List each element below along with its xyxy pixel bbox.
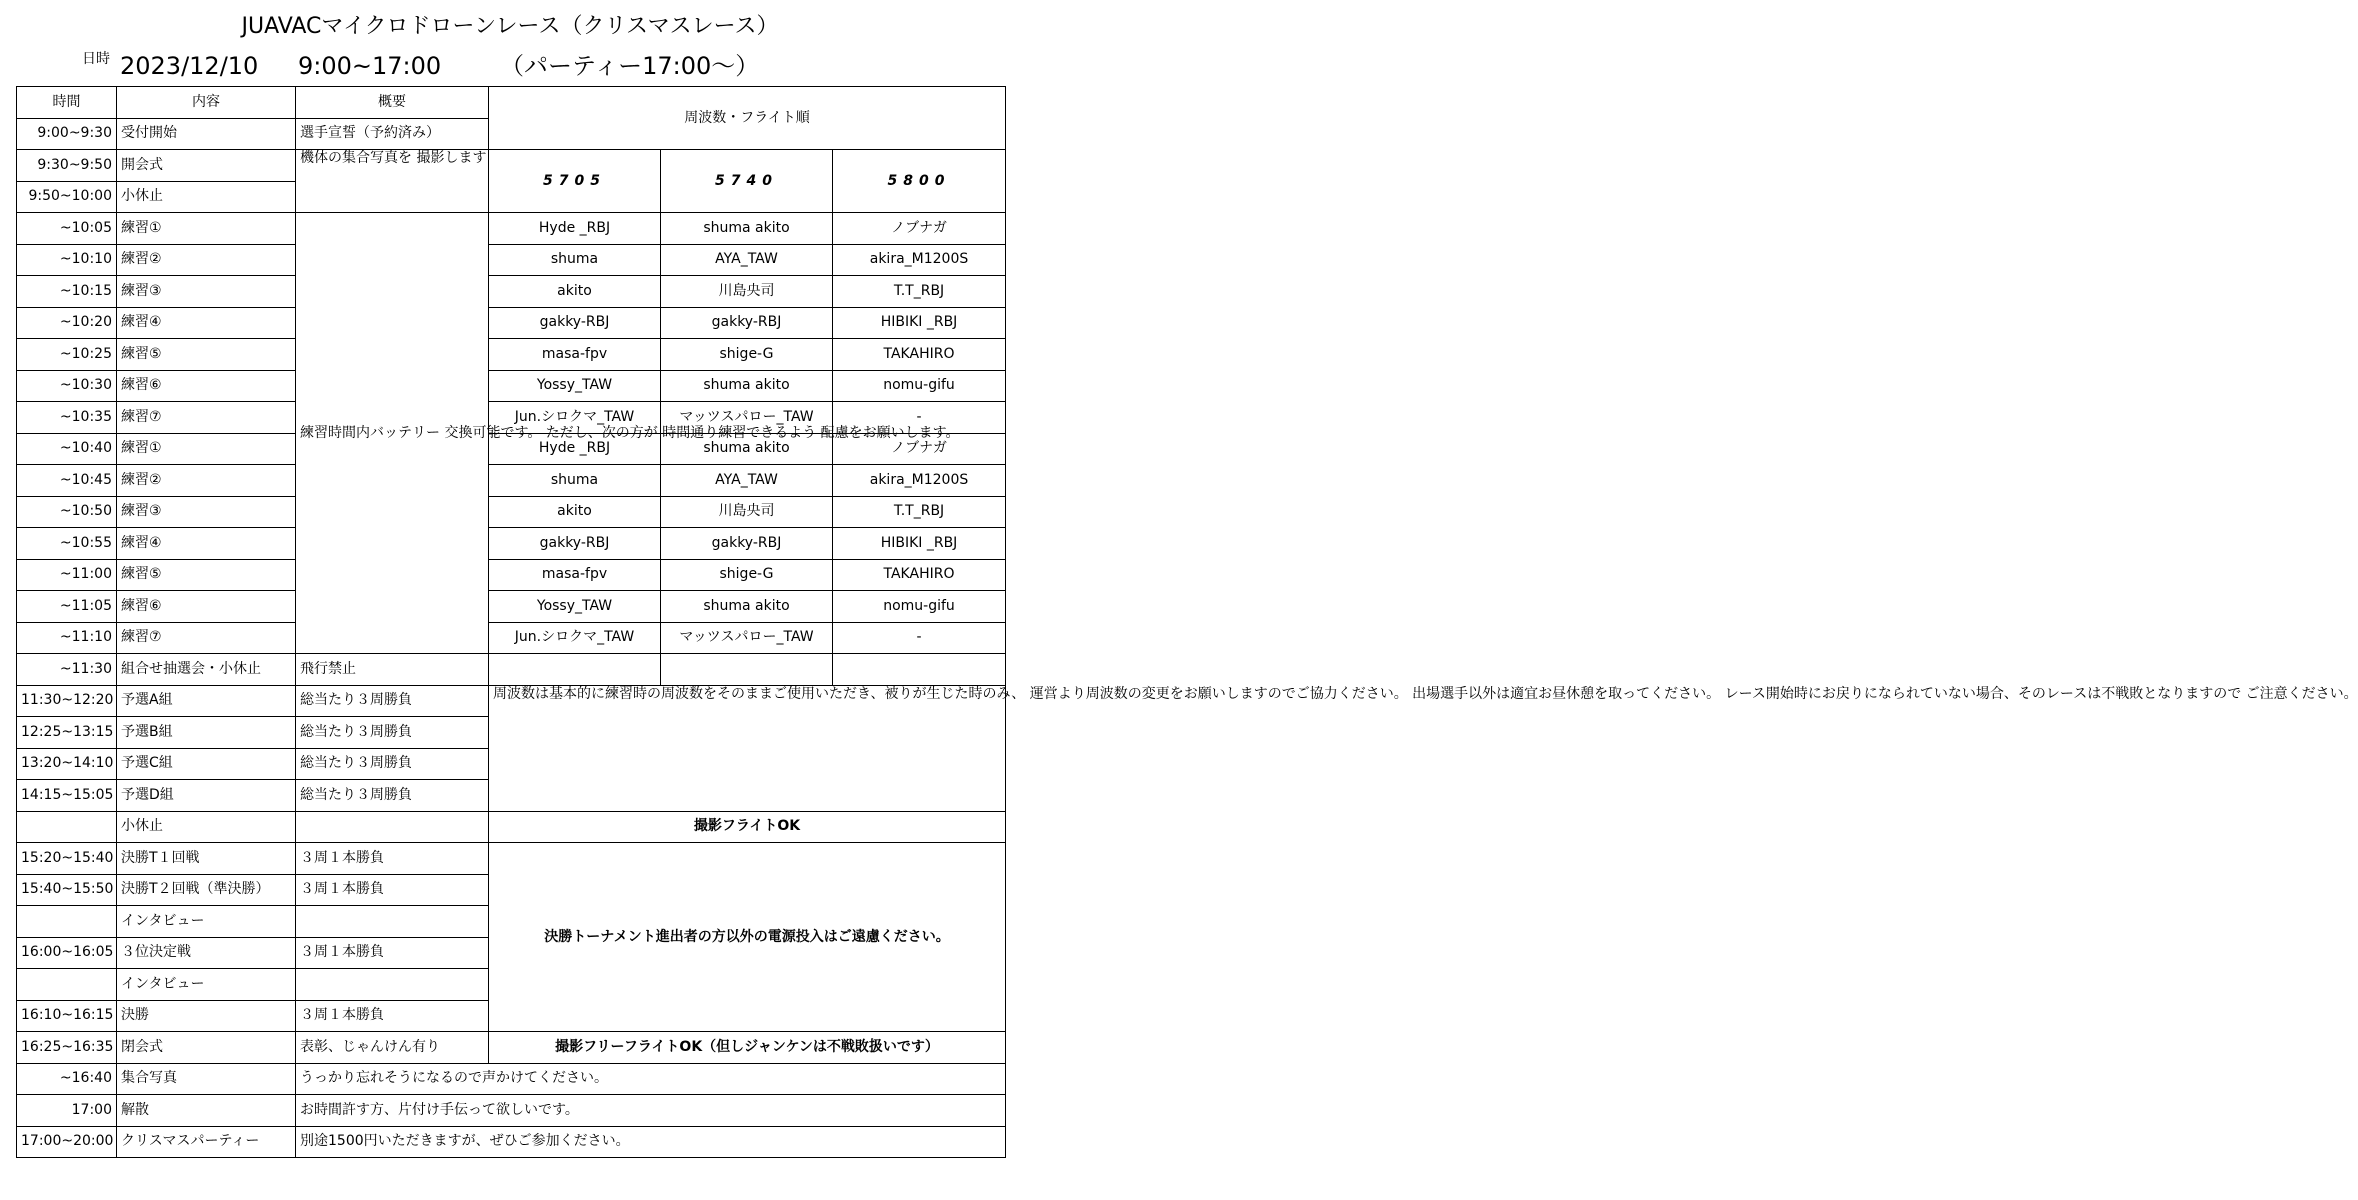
time-cell: ~10:10 — [17, 244, 117, 276]
content-cell: 練習③ — [117, 496, 296, 528]
practice-row — [17, 496, 1006, 528]
table-row — [17, 654, 1006, 686]
practice-row — [17, 559, 1006, 591]
table-row — [17, 1032, 1006, 1064]
empty-cell — [833, 654, 1006, 686]
practice-row — [17, 370, 1006, 402]
time-cell: 14:15~15:05 — [17, 780, 117, 812]
content-cell: 決勝 — [117, 1000, 296, 1032]
pilot-cell: shuma akito — [661, 591, 833, 623]
content-cell: 予選C組 — [117, 748, 296, 780]
pilot-cell: - — [833, 622, 1006, 654]
header-summary: 概要 — [296, 87, 489, 119]
summary-cell: 総当たり３周勝負 — [296, 748, 489, 780]
table-row — [17, 1095, 1006, 1127]
time-cell: 15:40~15:50 — [17, 874, 117, 906]
content-cell: 練習⑤ — [117, 559, 296, 591]
pilot-cell: shuma akito — [661, 370, 833, 402]
time-cell: ~10:25 — [17, 339, 117, 371]
summary-cell: 選手宣誓（予約済み） — [296, 118, 489, 150]
photo-flight-ok: 撮影フライトOK — [489, 811, 1006, 843]
content-cell: 決勝T１回戦 — [117, 843, 296, 875]
summary-cell — [296, 969, 489, 1001]
summary-cell: 飛行禁止 — [296, 654, 489, 686]
content-cell: 練習③ — [117, 276, 296, 308]
pilot-cell: Jun.シロクマ_TAW — [489, 402, 661, 434]
time-cell — [17, 969, 117, 1001]
content-cell: 練習④ — [117, 528, 296, 560]
frequency-3: 5800 — [833, 150, 1006, 213]
content-cell: ３位決定戦 — [117, 937, 296, 969]
pilot-cell: 川島央司 — [661, 276, 833, 308]
content-cell: 練習⑦ — [117, 402, 296, 434]
header-time: 時間 — [17, 87, 117, 119]
content-cell: 練習② — [117, 244, 296, 276]
header-row — [17, 87, 1006, 119]
pilot-cell: T.T_RBJ — [833, 496, 1006, 528]
practice-summary: 練習時間内バッテリー 交換可能です。 ただし、次の方が 時間通り練習できるよう 配慮をお願いします。 — [296, 213, 489, 654]
event-date: 2023/12/10 — [120, 52, 259, 80]
time-cell: 9:00~9:30 — [17, 118, 117, 150]
pilot-cell: マッツスパロー_TAW — [661, 402, 833, 434]
pilot-cell: shige-G — [661, 339, 833, 371]
event-time: 9:00~17:00 — [298, 52, 442, 80]
table-row — [17, 1063, 1006, 1095]
practice-row — [17, 244, 1006, 276]
empty-cell — [661, 654, 833, 686]
content-cell: 解散 — [117, 1095, 296, 1127]
time-cell: ~11:00 — [17, 559, 117, 591]
table-row — [17, 685, 1006, 717]
time-cell: ~16:40 — [17, 1063, 117, 1095]
content-cell: 予選B組 — [117, 717, 296, 749]
pilot-cell: AYA_TAW — [661, 465, 833, 497]
content-cell: インタビュー — [117, 969, 296, 1001]
time-cell — [17, 906, 117, 938]
pilot-cell: akito — [489, 276, 661, 308]
time-cell: 9:30~9:50 — [17, 150, 117, 182]
pilot-cell: akito — [489, 496, 661, 528]
notes-cell: 周波数は基本的に練習時の周波数をそのままご使用いただき、被りが生じた時のみ、 運営より周波数の変更をお願いしますのでご協力ください。 出場選手以外は適宜お昼休憩を取ってください。 レース開始時にお戻りになられていない場合、そのレースは不戦敗となりますので ご注意ください。 — [489, 685, 1006, 811]
pilot-cell: gakky-RBJ — [489, 307, 661, 339]
pilot-cell: nomu-gifu — [833, 591, 1006, 623]
time-cell: ~10:50 — [17, 496, 117, 528]
schedule-table — [16, 86, 2358, 1158]
summary-cell: 表彰、じゃんけん有り — [296, 1032, 489, 1064]
content-cell: 小休止 — [117, 811, 296, 843]
time-cell: ~10:55 — [17, 528, 117, 560]
content-cell: 予選D組 — [117, 780, 296, 812]
time-cell: ~11:05 — [17, 591, 117, 623]
pilot-cell: HIBIKI _RBJ — [833, 307, 1006, 339]
summary-cell: 別途1500円いただきますが、ぜひご参加ください。 — [296, 1126, 1006, 1158]
content-cell: 閉会式 — [117, 1032, 296, 1064]
time-cell: 12:25~13:15 — [17, 717, 117, 749]
finals-note: 決勝トーナメント進出者の方以外の電源投入はご遠慮ください。 — [489, 843, 1006, 1032]
summary-cell — [296, 906, 489, 938]
content-cell: クリスマスパーティー — [117, 1126, 296, 1158]
pilot-cell: ノブナガ — [833, 213, 1006, 245]
time-cell: ~10:45 — [17, 465, 117, 497]
pilot-cell: akira_M1200S — [833, 244, 1006, 276]
practice-row — [17, 465, 1006, 497]
content-cell: 予選A組 — [117, 685, 296, 717]
party-time: （パーティー17:00〜） — [500, 52, 760, 80]
pilot-cell: TAKAHIRO — [833, 339, 1006, 371]
frequency-1: 5705 — [489, 150, 661, 213]
pilot-cell: AYA_TAW — [661, 244, 833, 276]
content-cell: インタビュー — [117, 906, 296, 938]
content-cell: 小休止 — [117, 181, 296, 213]
time-cell: 16:10~16:15 — [17, 1000, 117, 1032]
time-cell: ~10:05 — [17, 213, 117, 245]
pilot-cell: Yossy_TAW — [489, 591, 661, 623]
pilot-cell: shuma — [489, 244, 661, 276]
pilot-cell: Yossy_TAW — [489, 370, 661, 402]
practice-row — [17, 213, 1006, 245]
content-cell: 練習④ — [117, 307, 296, 339]
header-content: 内容 — [117, 87, 296, 119]
pilot-cell: nomu-gifu — [833, 370, 1006, 402]
pilot-cell: shige-G — [661, 559, 833, 591]
time-cell: ~10:15 — [17, 276, 117, 308]
time-cell: 9:50~10:00 — [17, 181, 117, 213]
table-row — [17, 1126, 1006, 1158]
time-cell: ~11:30 — [17, 654, 117, 686]
table-row — [17, 843, 1006, 875]
practice-row — [17, 622, 1006, 654]
pilot-cell: gakky-RBJ — [661, 528, 833, 560]
summary-cell: ３周１本勝負 — [296, 843, 489, 875]
pilot-cell: Jun.シロクマ_TAW — [489, 622, 661, 654]
pilot-cell: Hyde _RBJ — [489, 213, 661, 245]
time-cell: ~11:10 — [17, 622, 117, 654]
time-cell: ~10:20 — [17, 307, 117, 339]
time-cell: 16:00~16:05 — [17, 937, 117, 969]
pilot-cell: masa-fpv — [489, 339, 661, 371]
content-cell: 練習① — [117, 433, 296, 465]
summary-cell: 総当たり３周勝負 — [296, 685, 489, 717]
pilot-cell: masa-fpv — [489, 559, 661, 591]
content-cell: 練習⑥ — [117, 370, 296, 402]
time-cell: 15:20~15:40 — [17, 843, 117, 875]
content-cell: 練習① — [117, 213, 296, 245]
time-cell: 17:00~20:00 — [17, 1126, 117, 1158]
practice-row — [17, 307, 1006, 339]
date-label: 日時 — [82, 51, 110, 67]
pilot-cell: shuma — [489, 465, 661, 497]
photo-summary: 機体の集合写真を 撮影します — [296, 150, 489, 213]
empty-cell — [17, 811, 117, 843]
time-cell: ~10:30 — [17, 370, 117, 402]
content-cell: 練習⑦ — [117, 622, 296, 654]
pilot-cell: shuma akito — [661, 433, 833, 465]
practice-row — [17, 591, 1006, 623]
empty-cell — [296, 811, 489, 843]
pilot-cell: マッツスパロー_TAW — [661, 622, 833, 654]
content-cell: 組合せ抽選会・小休止 — [117, 654, 296, 686]
content-cell: 受付開始 — [117, 118, 296, 150]
content-cell: 開会式 — [117, 150, 296, 182]
pilot-cell: T.T_RBJ — [833, 276, 1006, 308]
content-cell: 練習⑥ — [117, 591, 296, 623]
content-cell: 練習⑤ — [117, 339, 296, 371]
empty-cell — [489, 654, 661, 686]
pilot-cell: 川島央司 — [661, 496, 833, 528]
summary-cell: ３周１本勝負 — [296, 1000, 489, 1032]
content-cell: 集合写真 — [117, 1063, 296, 1095]
header-freq-order: 周波数・フライト順 — [489, 87, 1006, 150]
content-cell: 決勝T２回戦（準決勝） — [117, 874, 296, 906]
summary-cell: 総当たり３周勝負 — [296, 780, 489, 812]
pilot-cell: Hyde _RBJ — [489, 433, 661, 465]
frequency-2: 5740 — [661, 150, 833, 213]
practice-row — [17, 276, 1006, 308]
summary-cell: 総当たり３周勝負 — [296, 717, 489, 749]
summary-cell: お時間許す方、片付け手伝って欲しいです。 — [296, 1095, 1006, 1127]
pilot-cell: gakky-RBJ — [661, 307, 833, 339]
summary-cell: うっかり忘れそうになるので声かけてください。 — [296, 1063, 1006, 1095]
pilot-cell: shuma akito — [661, 213, 833, 245]
document-title: JUAVACマイクロドローンレース（クリスマスレース） — [241, 14, 779, 39]
summary-cell: ３周１本勝負 — [296, 937, 489, 969]
pilot-cell: TAKAHIRO — [833, 559, 1006, 591]
content-cell: 練習② — [117, 465, 296, 497]
practice-row — [17, 528, 1006, 560]
practice-row — [17, 339, 1006, 371]
table-row — [17, 811, 1006, 843]
table-row — [17, 150, 1006, 182]
pilot-cell: gakky-RBJ — [489, 528, 661, 560]
time-cell: ~10:35 — [17, 402, 117, 434]
time-cell: ~10:40 — [17, 433, 117, 465]
pilot-cell: - — [833, 402, 1006, 434]
time-cell: 16:25~16:35 — [17, 1032, 117, 1064]
free-flight-note: 撮影フリーフライトOK（但しジャンケンは不戦敗扱いです） — [489, 1032, 1006, 1064]
summary-cell: ３周１本勝負 — [296, 874, 489, 906]
time-cell: 13:20~14:10 — [17, 748, 117, 780]
pilot-cell: akira_M1200S — [833, 465, 1006, 497]
time-cell: 11:30~12:20 — [17, 685, 117, 717]
pilot-cell: ノブナガ — [833, 433, 1006, 465]
time-cell: 17:00 — [17, 1095, 117, 1127]
pilot-cell: HIBIKI _RBJ — [833, 528, 1006, 560]
